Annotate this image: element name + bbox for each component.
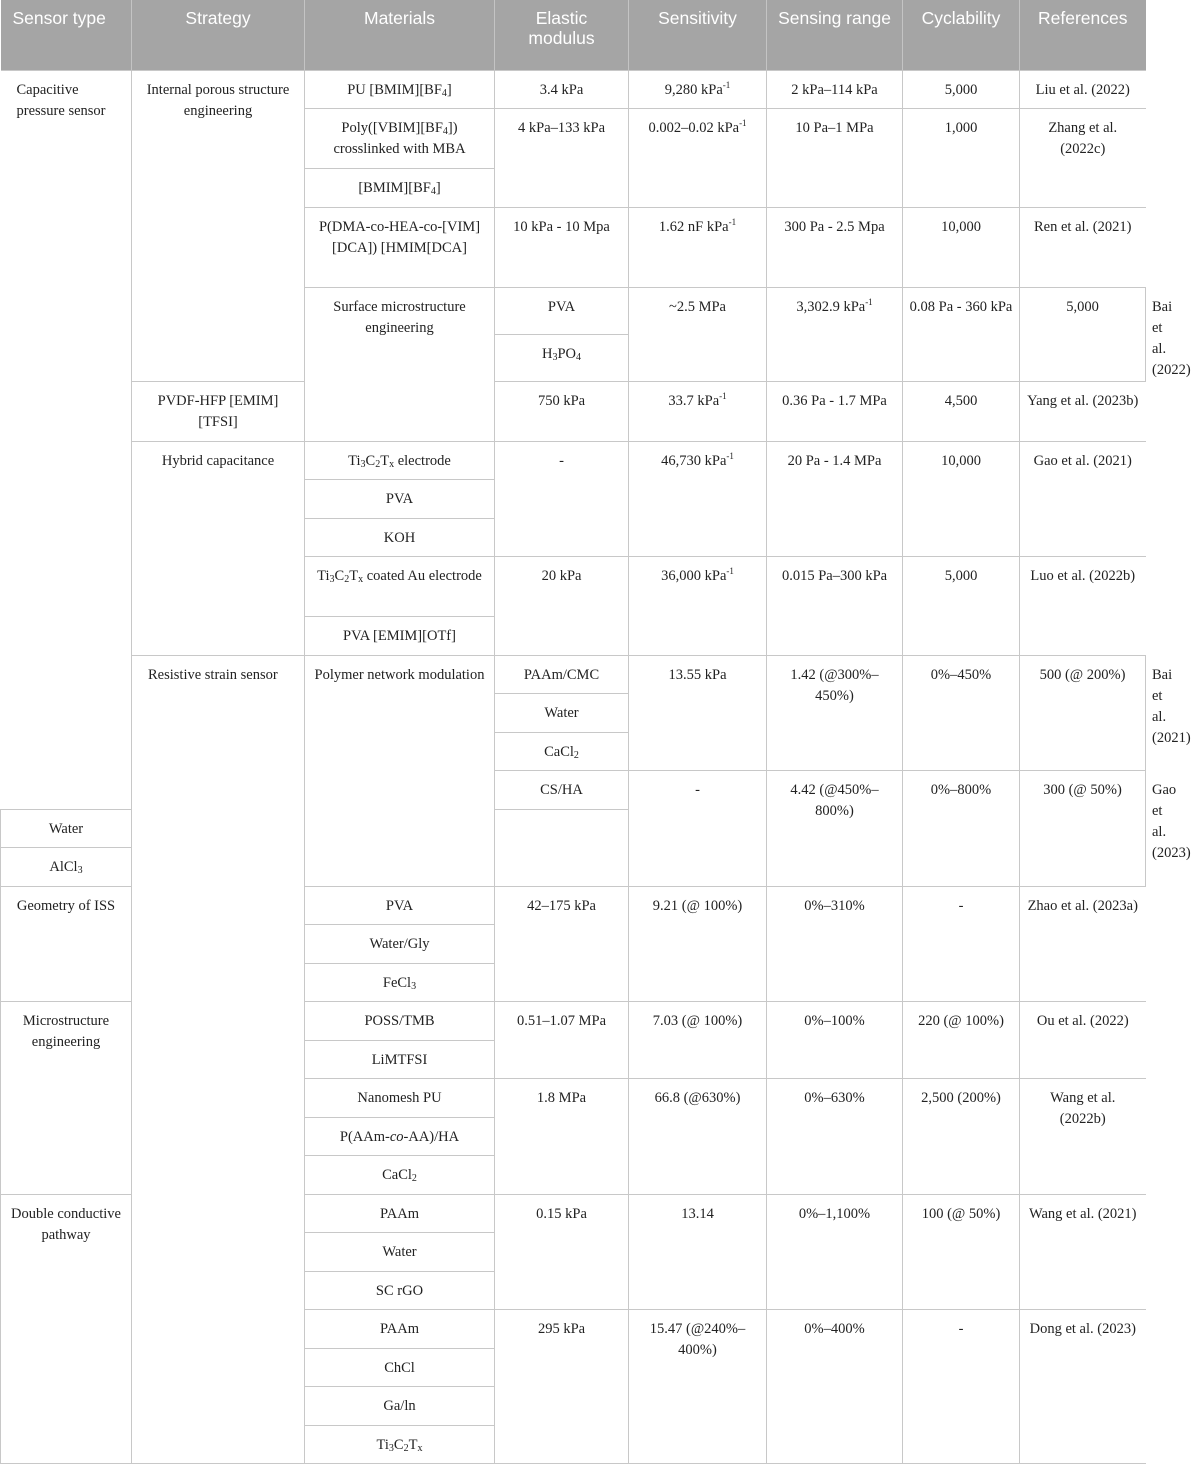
material-cell: PVDF-HFP [EMIM][TFSI]: [132, 381, 305, 441]
material-cell: Ga/ln: [305, 1387, 495, 1426]
sensing-range-cell: 0%–800%: [903, 771, 1020, 887]
sensing-range-cell: 0%–400%: [767, 1310, 903, 1464]
sensitivity-cell: 13.14: [629, 1194, 767, 1310]
cyclability-cell: 220 (@ 100%): [903, 1002, 1020, 1079]
material-cell: $Ti_3C_2T_x$ coated Au electrode: [305, 557, 495, 617]
strategy-cell: Internal porous structure engineering: [132, 70, 305, 381]
table-row: CS/HA - 4.42 (@450%–800%) 0%–800% 300 (@ 50%) Gao et al. (2023): [1, 771, 1146, 810]
material-cell: PVA: [495, 287, 629, 334]
elastic-modulus-cell: 4 kPa–133 kPa: [495, 109, 629, 208]
material-cell: PAAm: [305, 1310, 495, 1349]
strategy-cell: Hybrid capacitance: [132, 441, 305, 655]
strategy-cell: Surface microstructure engineering: [305, 287, 495, 441]
sensing-range-cell: 10 Pa–1 MPa: [767, 109, 903, 208]
sensitivity-cell: 46,730 kPa$^{-1}$: [629, 441, 767, 557]
material-cell: LiMTFSI: [305, 1040, 495, 1079]
header-strategy: Strategy: [132, 0, 305, 70]
reference-cell: Zhang et al. (2022c): [1020, 109, 1146, 208]
header-materials: Materials: [305, 0, 495, 70]
table-row: [1, 441, 1146, 480]
elastic-modulus-cell: -: [495, 441, 629, 557]
reference-cell: Liu et al. (2022): [1020, 70, 1146, 109]
reference-cell: Ren et al. (2021): [1020, 207, 1146, 287]
sensitivity-cell: 9,280 kPa$^{-1}$: [629, 70, 767, 109]
reference-cell: Yang et al. (2023b): [1020, 381, 1146, 441]
strategy-cell: Polymer network modulation: [305, 655, 495, 886]
elastic-modulus-cell: 750 kPa: [495, 381, 629, 441]
material-cell: P(AAm-co-AA)/HA: [305, 1117, 495, 1156]
reference-cell: Wang et al. (2021): [1020, 1194, 1146, 1310]
elastic-modulus-cell: 20 kPa: [495, 557, 629, 656]
cyclability-cell: 2,500 (200%): [903, 1079, 1020, 1195]
material-cell: CaCl$_2$: [495, 732, 629, 771]
material-cell: PVA [EMIM][OTf]: [305, 617, 495, 656]
elastic-modulus-cell: 10 kPa - 10 Mpa: [495, 207, 629, 287]
elastic-modulus-cell: -: [629, 771, 767, 887]
cyclability-cell: 1,000: [903, 109, 1020, 208]
reference-cell: Zhao et al. (2023a): [1020, 886, 1146, 1002]
header-elastic-modulus: Elastic modulus: [495, 0, 629, 70]
sensing-range-cell: 0.08 Pa - 360 kPa: [903, 287, 1020, 381]
sensor-type-cell: Capacitive pressure sensor: [1, 70, 132, 809]
material-cell: $Ti_3C_2T_x$ electrode: [305, 441, 495, 480]
material-cell: FeCl$_3$: [305, 963, 495, 1002]
sensitivity-cell: 3,302.9 kPa$^{-1}$: [767, 287, 903, 381]
material-cell: ChCl: [305, 1348, 495, 1387]
elastic-modulus-cell: 1.8 MPa: [495, 1079, 629, 1195]
sensing-range-cell: 0.36 Pa - 1.7 MPa: [767, 381, 903, 441]
cyclability-cell: -: [903, 886, 1020, 1002]
elastic-modulus-cell: 0.51–1.07 MPa: [495, 1002, 629, 1079]
header-sensing-range: Sensing range: [767, 0, 903, 70]
cyclability-cell: 5,000: [903, 70, 1020, 109]
table-row: Resistive strain sensor Polymer network modulation PAAm/CMC 13.55 kPa 1.42 (@300%–450%) 0%–450% 500 (@ 200%) Bai et al. (2021): [1, 655, 1146, 694]
strategy-cell: Microstructure engineering: [1, 1002, 132, 1195]
sensitivity-cell: 1.62 nF kPa$^{-1}$: [629, 207, 767, 287]
cyclability-cell: 300 (@ 50%): [1020, 771, 1146, 887]
material-cell: $Poly([VBIM][BF_4])$ crosslinked with MBA: [305, 109, 495, 169]
reference-cell: Gao et al. (2021): [1020, 441, 1146, 557]
cyclability-cell: 4,500: [903, 381, 1020, 441]
sensitivity-cell: 33.7 kPa$^{-1}$: [629, 381, 767, 441]
strategy-cell: Double conductive pathway: [1, 1194, 132, 1464]
material-cell: POSS/TMB: [305, 1002, 495, 1041]
sensing-range-cell: 2 kPa–114 kPa: [767, 70, 903, 109]
material-cell: Water/Gly: [305, 925, 495, 964]
sensitivity-cell: 66.8 (@630%): [629, 1079, 767, 1195]
cyclability-cell: 5,000: [903, 557, 1020, 656]
cyclability-cell: 100 (@ 50%): [903, 1194, 1020, 1310]
material-cell: $[BMIM][BF_4]$: [305, 169, 495, 208]
material-cell: Nanomesh PU: [305, 1079, 495, 1118]
material-cell: AlCl$_3$: [1, 848, 132, 887]
material-cell: $H_3PO_4$: [495, 334, 629, 381]
material-cell: CS/HA: [495, 771, 629, 810]
table-row: [1, 70, 1146, 109]
sensing-range-cell: 0.015 Pa–300 kPa: [767, 557, 903, 656]
cyclability-cell: -: [903, 1310, 1020, 1464]
sensing-range-cell: 0%–630%: [767, 1079, 903, 1195]
material-cell: PVA: [305, 480, 495, 519]
material-cell: Water: [1, 809, 132, 848]
elastic-modulus-cell: 0.15 kPa: [495, 1194, 629, 1310]
header-sensitivity: Sensitivity: [629, 0, 767, 70]
sensing-range-cell: 0%–1,100%: [767, 1194, 903, 1310]
table-row: Surface microstructure engineering PVA ~2.5 MPa 3,302.9 kPa$^{-1}$ 0.08 Pa - 360 kPa 5,000 Bai et al. (2022): [1, 287, 1146, 334]
material-cell: PAAm: [305, 1194, 495, 1233]
elastic-modulus-cell: 295 kPa: [495, 1310, 629, 1464]
material-cell: PU $[BMIM][BF_4]$: [305, 70, 495, 109]
sensor-type-cell: Resistive strain sensor: [132, 655, 305, 1464]
reference-cell: Dong et al. (2023): [1020, 1310, 1146, 1464]
reference-cell: Luo et al. (2022b): [1020, 557, 1146, 656]
sensing-range-cell: 0%–100%: [767, 1002, 903, 1079]
material-cell: CaCl$_2$: [305, 1156, 495, 1195]
sensitivity-cell: 0.002–0.02 kPa$^{-1}$: [629, 109, 767, 208]
cyclability-cell: 5,000: [1020, 287, 1146, 381]
cyclability-cell: 500 (@ 200%): [1020, 655, 1146, 771]
material-cell: P(DMA-co-HEA-co-[VIM][DCA]) [HMIM[DCA]: [305, 207, 495, 287]
sensitivity-cell: 36,000 kPa$^{-1}$: [629, 557, 767, 656]
header-cyclability: Cyclability: [903, 0, 1020, 70]
reference-cell: Wang et al. (2022b): [1020, 1079, 1146, 1195]
elastic-modulus-cell: ~2.5 MPa: [629, 287, 767, 381]
material-cell: Water: [495, 694, 629, 733]
material-cell: SC rGO: [305, 1271, 495, 1310]
material-cell: PAAm/CMC: [495, 655, 629, 694]
elastic-modulus-cell: 42–175 kPa: [495, 886, 629, 1002]
header-sensor-type: Sensor type: [1, 0, 132, 70]
cyclability-cell: 10,000: [903, 207, 1020, 287]
sensing-range-cell: 0%–310%: [767, 886, 903, 1002]
sensing-range-cell: 300 Pa - 2.5 Mpa: [767, 207, 903, 287]
sensitivity-cell: 9.21 (@ 100%): [629, 886, 767, 1002]
sensing-range-cell: 20 Pa - 1.4 MPa: [767, 441, 903, 557]
elastic-modulus-cell: 13.55 kPa: [629, 655, 767, 771]
reference-cell: Ou et al. (2022): [1020, 1002, 1146, 1079]
sensing-range-cell: 0%–450%: [903, 655, 1020, 771]
material-cell: $Ti_3C_2T_x$: [305, 1425, 495, 1464]
sensitivity-cell: 4.42 (@450%–800%): [767, 771, 903, 887]
sensitivity-cell: 15.47 (@240%–400%): [629, 1310, 767, 1464]
cyclability-cell: 10,000: [903, 441, 1020, 557]
table-row: [1, 381, 1146, 441]
header-row: [1, 0, 1146, 70]
material-cell: Water: [305, 1233, 495, 1272]
strategy-cell: Geometry of ISS: [1, 886, 132, 1002]
material-cell: KOH: [305, 518, 495, 557]
sensitivity-cell: 7.03 (@ 100%): [629, 1002, 767, 1079]
material-cell: PVA: [305, 886, 495, 925]
elastic-modulus-cell: 3.4 kPa: [495, 70, 629, 109]
header-references: References: [1020, 0, 1146, 70]
sensitivity-cell: 1.42 (@300%–450%): [767, 655, 903, 771]
